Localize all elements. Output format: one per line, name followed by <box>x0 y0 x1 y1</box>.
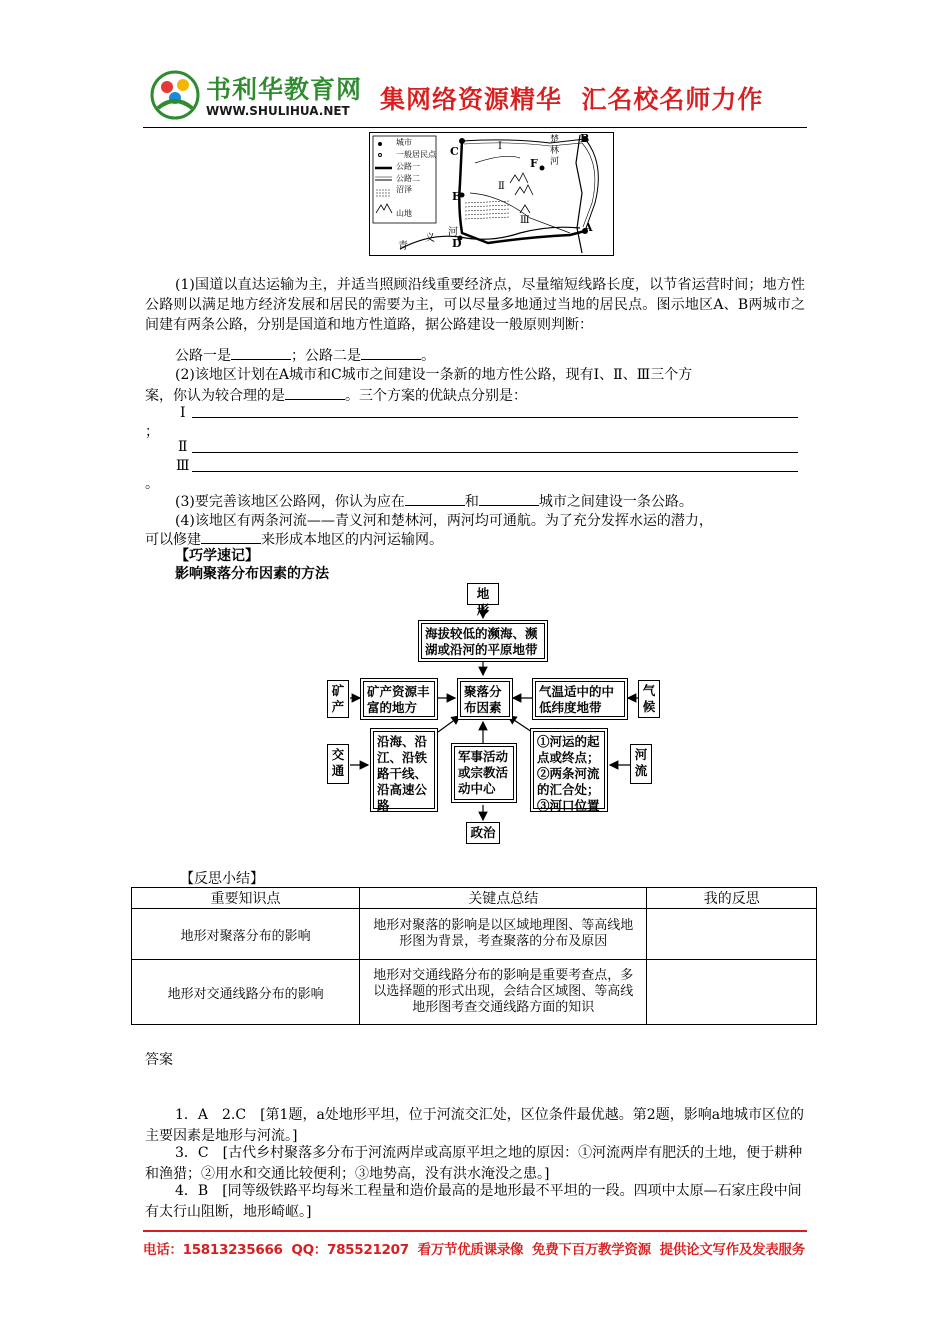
question-2-line1: (2)该地区计划在A城市和C城市之间建设一条新的地方性公路，现有Ⅰ、Ⅱ、Ⅲ三个方 <box>175 367 693 383</box>
header <box>140 60 810 130</box>
terrain-desc-box: 海拔较低的濒海、濒湖或沿河的平原地带 <box>418 620 548 662</box>
table-cell-point: 地形对交通线路分布的影响 <box>132 960 360 1025</box>
table-header: 关键点总结 <box>360 888 647 909</box>
center-box: 聚落分布因素 <box>457 678 513 720</box>
answer-4: 4．B [同等级铁路平均每米工程量和造价最高的是地形最不平坦的一段。四项中太原—石家庄段中间有太行山阻断，地形崎岖。] <box>145 1183 802 1220</box>
label-route-II: Ⅱ <box>498 181 505 192</box>
q2-end: 。 <box>145 476 159 492</box>
label-chulin-river: 楚林河 <box>550 135 560 167</box>
footer-text: 电话：15813235666 QQ：785521207 看万节优质课录像 免费下百万教学资源 提供论文写作及发表服务 <box>143 1242 805 1258</box>
map-legend <box>396 137 436 219</box>
q2-option-2-blank[interactable] <box>192 451 798 453</box>
label-F: F <box>530 157 538 170</box>
q2-semicolon: ； <box>145 424 159 440</box>
mineral-desc-box: 矿产资源丰富的地方 <box>360 678 438 720</box>
q2-choice-blank[interactable] <box>285 385 345 400</box>
table-cell-summary: 地形对交通线路分布的影响是重要考查点，多以选择题的形式出现，会结合区域图、等高线地形图考查交通线路方面的知识 <box>360 960 647 1025</box>
label-C: C <box>450 145 459 158</box>
climate-box: 气候 <box>638 680 660 718</box>
table-cell-summary: 地形对聚落的影响是以区域地理图、等高线地形图为背景，考查聚落的分布及原因 <box>360 909 647 960</box>
tips-tag: 【巧学速记】 <box>175 548 259 564</box>
city-legend-icon <box>378 142 382 146</box>
climate-desc-box: 气温适中的中低纬度地带 <box>532 678 628 720</box>
table-header-row <box>132 888 817 909</box>
logo-url: WWW.SHULIHUA.NET <box>206 104 350 118</box>
q2-option-3-blank[interactable] <box>192 470 798 472</box>
q1-end: 。 <box>421 348 435 364</box>
q3-and: 和 <box>464 494 479 510</box>
table-row <box>132 960 817 1025</box>
road2-label: ；公路二是 <box>291 348 361 364</box>
label-route-III: Ⅲ <box>520 215 530 226</box>
question-1: (1)国道以直达运输为主，并适当照顾沿线重要经济点，尽量缩短线路长度，以节省运营时间；地方性公路则以满足地方经济发展和居民的需要为主，可以尽量多地通过当地的居民点。图示地区A、B两城市之间建有两条公路，分别是国道和地方性道路，据公路建设一般原则判断： <box>145 277 805 333</box>
logo-name: 书利华教育网 <box>206 75 363 104</box>
logo-icon <box>150 70 200 120</box>
legend-city: 城市 <box>396 138 412 147</box>
city-C <box>459 138 465 144</box>
q4-blank[interactable] <box>201 529 261 544</box>
traffic-box: 交通 <box>327 744 349 784</box>
q3-label: (3)要完善该地区公路网，你认为应在 <box>175 494 405 510</box>
table-header: 我的反思 <box>647 888 817 909</box>
answer-3: 3．C [古代乡村聚落多分布于河流两岸或高原平坦之地的原因：①河流两岸有肥沃的土地，便于耕种和渔猎；②用水和交通比较便利；③地势高，没有洪水淹没之患。] <box>145 1145 803 1182</box>
swamp-area <box>465 201 510 219</box>
slogan: 集网络资源精华 汇名校名师力作 <box>380 85 764 114</box>
question-1-answer <box>175 345 435 366</box>
terrain-box: 地形 <box>467 583 499 605</box>
q2-label-b: 。三个方案的优缺点分别是： <box>345 388 527 404</box>
road1-blank[interactable] <box>231 345 291 360</box>
road1-label: 公路一是 <box>175 348 231 364</box>
label-he: 河 <box>448 227 458 238</box>
mineral-box: 矿产 <box>327 680 349 718</box>
label-A: A <box>584 221 593 234</box>
tips-title: 影响聚落分布因素的方法 <box>175 566 329 582</box>
answer-1-2: 1．A 2.C [第1题，a处地形平坦，位于河流交汇处，区位条件最优越。第2题，影响a地城市区位的主要因素是地形与河流。] <box>145 1107 805 1144</box>
military-box: 军事活动或宗教活动中心 <box>451 743 517 803</box>
chulin-river <box>576 135 582 253</box>
table-cell-mine[interactable] <box>647 960 817 1025</box>
q3-blank-2[interactable] <box>479 491 539 506</box>
river-desc-box: ①河运的起点或终点；②两条河流的汇合处；③河口位置 <box>530 728 608 812</box>
question-3 <box>175 491 693 512</box>
legend-road1: 公路一 <box>396 162 420 171</box>
traffic-desc-box: 沿海、沿江、沿铁路干线、沿高速公路 <box>370 728 438 812</box>
label-B: B <box>580 132 590 145</box>
road2-blank[interactable] <box>361 345 421 360</box>
legend-mountain: 山地 <box>396 208 412 218</box>
reflect-table <box>131 887 817 1025</box>
header-rule <box>143 127 807 128</box>
q2-option-2: Ⅱ <box>178 439 188 455</box>
city-F <box>540 166 545 171</box>
q2-option-3: Ⅲ <box>176 458 190 474</box>
q3-end: 城市之间建设一条公路。 <box>538 494 693 510</box>
map-figure <box>369 132 614 256</box>
table-cell-mine[interactable] <box>647 909 817 960</box>
legend-road2: 公路二 <box>396 173 420 183</box>
q2-label: 案，你认为较合理的是 <box>145 388 285 404</box>
footer-rule <box>143 1230 807 1232</box>
label-qing: 青 <box>398 241 408 252</box>
legend-settlement: 一般居民点 <box>396 149 436 159</box>
label-D: D <box>452 237 462 250</box>
legend-swamp: 沼泽 <box>396 185 412 194</box>
politics-box: 政治 <box>466 822 500 844</box>
q2-option-1: Ⅰ <box>180 405 186 421</box>
question-4-line1: (4)该地区有两条河流——青义河和楚林河，两河均可通航。为了充分发挥水运的潜力， <box>175 513 713 529</box>
river-box: 河流 <box>630 744 652 784</box>
reflect-tag: 【反思小结】 <box>180 871 264 887</box>
label-yi: 义 <box>425 233 435 244</box>
q3-blank-1[interactable] <box>405 491 465 506</box>
q4-label: 可以修建 <box>145 532 201 548</box>
label-route-I: Ⅰ <box>498 141 502 152</box>
table-row <box>132 909 817 960</box>
table-cell-point: 地形对聚落分布的影响 <box>132 909 360 960</box>
question-2-line2 <box>145 385 527 406</box>
table-header: 重要知识点 <box>132 888 360 909</box>
label-E: E <box>452 190 461 203</box>
q2-option-1-blank[interactable] <box>192 416 798 418</box>
answers-title: 答案 <box>145 1052 173 1068</box>
q4-end: 来形成本地区的内河运输网。 <box>261 532 443 548</box>
